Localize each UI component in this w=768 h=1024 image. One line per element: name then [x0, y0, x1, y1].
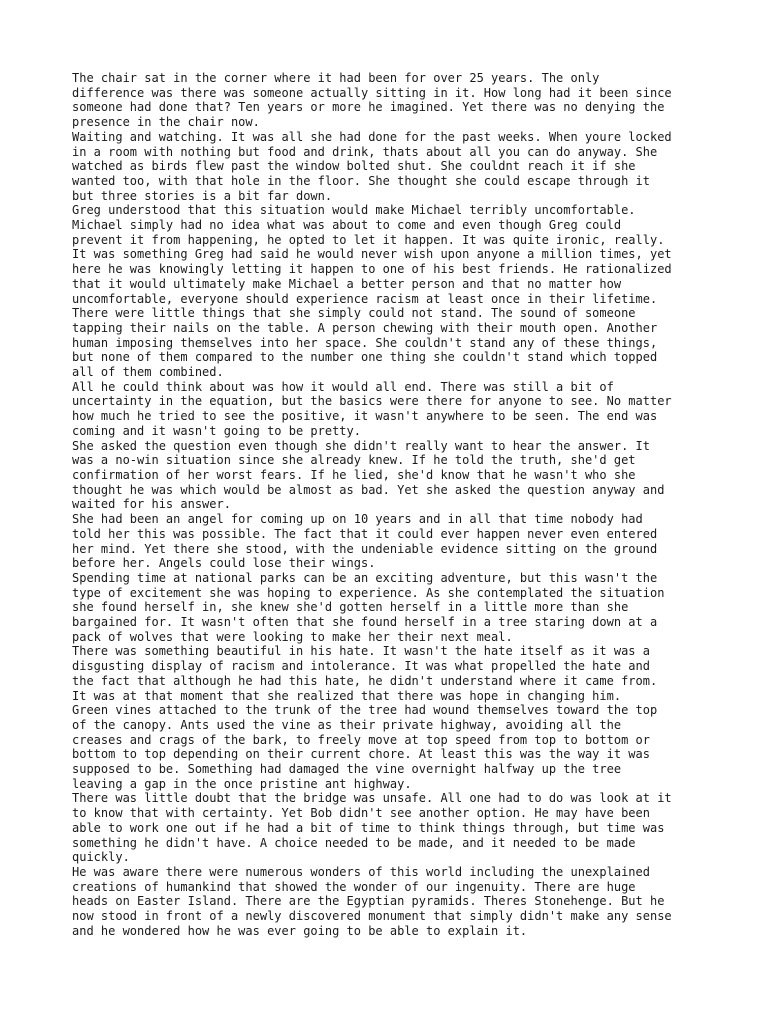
- paragraph-5: All he could think about was how it would all end. There was still a bit of uncertainty in the equation, but the basics were there for anyone to see. No matter how much he tried to see the positive, it wasn't anywhere to be seen. The end was coming and it wasn't going to be pretty.: [72, 379, 672, 438]
- paragraph-12: He was aware there were numerous wonders of this world including the unexplained creations of humankind that showed the wonder of our ingenuity. There are huge heads on Easter Island. There are the Egyptian pyramids. Theres Stonehenge. But he now stood in front of a newly discovered monument that simply didn't make any sense and he wondered how he was ever going to be able to explain it.: [72, 864, 672, 938]
- paragraph-8: Spending time at national parks can be an exciting adventure, but this wasn't the type of excitement she was hoping to experience. As she contemplated the situation she found herself in, she knew she'd gotten herself in a little more than she bargained for. It wasn't often that she found herself in a tree staring down at a pack of wolves that were looking to make her their next meal.: [72, 570, 665, 644]
- paragraph-1: The chair sat in the corner where it had been for over 25 years. The only difference was there was someone actually sitting in it. How long had it been since someone had done that? Ten years or more he imagined. Yet there was no denying the presence in the chair now.: [72, 71, 672, 130]
- paragraph-2: Waiting and watching. It was all she had done for the past weeks. When youre locked in a room with nothing but food and drink, thats about all you can do anyway. She watched as birds flew past the window bolted shut. She couldnt reach it if she wanted too, with that hole in the floor. She thought she could escape through it but three stories is a bit far down.: [72, 129, 672, 203]
- paragraph-11: There was little doubt that the bridge was unsafe. All one had to do was look at it to know that with certainty. Yet Bob didn't see another option. He may have been able to work one out if he had a bit of time to think things through, but time was something he didn't have. A choice needed to be made, and it needed to be made quickly.: [72, 791, 672, 865]
- paragraph-7: She had been an angel for coming up on 10 years and in all that time nobody had told her this was possible. The fact that it could ever happen never even entered her mind. Yet there she stood, with the undeniable evidence sitting on the ground before her. Angels could lose their wings.: [72, 512, 658, 571]
- paragraph-10: Green vines attached to the trunk of the tree had wound themselves toward the top of the canopy. Ants used the vine as their private highway, avoiding all the creases and crags of the bark, to freely move at top speed from top to bottom or bottom to top depending on their current chore. At least this was the way it was supposed to be. Something had damaged the vine overnight halfway up the tree leaving a gap in the once pristine ant highway.: [72, 703, 658, 791]
- paragraph-9: There was something beautiful in his hate. It wasn't the hate itself as it was a disgusting display of racism and intolerance. It was what propelled the hate and the fact that although he had this hate, he didn't understand where it came from. It was at that moment that she realized that there was hope in changing him.: [72, 644, 658, 703]
- paragraph-6: She asked the question even though she didn't really want to hear the answer. It was a no-win situation since she already knew. If he told the truth, she'd get confirmation of her worst fears. If he lied, she'd know that he wasn't who she thought he was which would be almost as bad. Yet she asked the question anyway and waited for his answer.: [72, 438, 665, 512]
- document-page: [72, 71, 702, 938]
- paragraph-4: There were little things that she simply could not stand. The sound of someone tapping their nails on the table. A person chewing with their mouth open. Another human imposing themselves into her space. She couldn't stand any of these things, but none of them compared to the number one thing she couldn't stand which topped all of them combined.: [72, 306, 658, 380]
- paragraph-3: Greg understood that this situation would make Michael terribly uncomfortable. Michael simply had no idea what was about to come and even though Greg could prevent it from happening, he opted to let it happen. It was quite ironic, really. It was something Greg had said he would never wish upon anyone a million times, yet here he was knowingly letting it happen to one of his best friends. He rationalized that it would ultimately make Michael a better person and that no matter how uncomfortable, everyone should experience racism at least once in their lifetime.: [72, 203, 672, 306]
